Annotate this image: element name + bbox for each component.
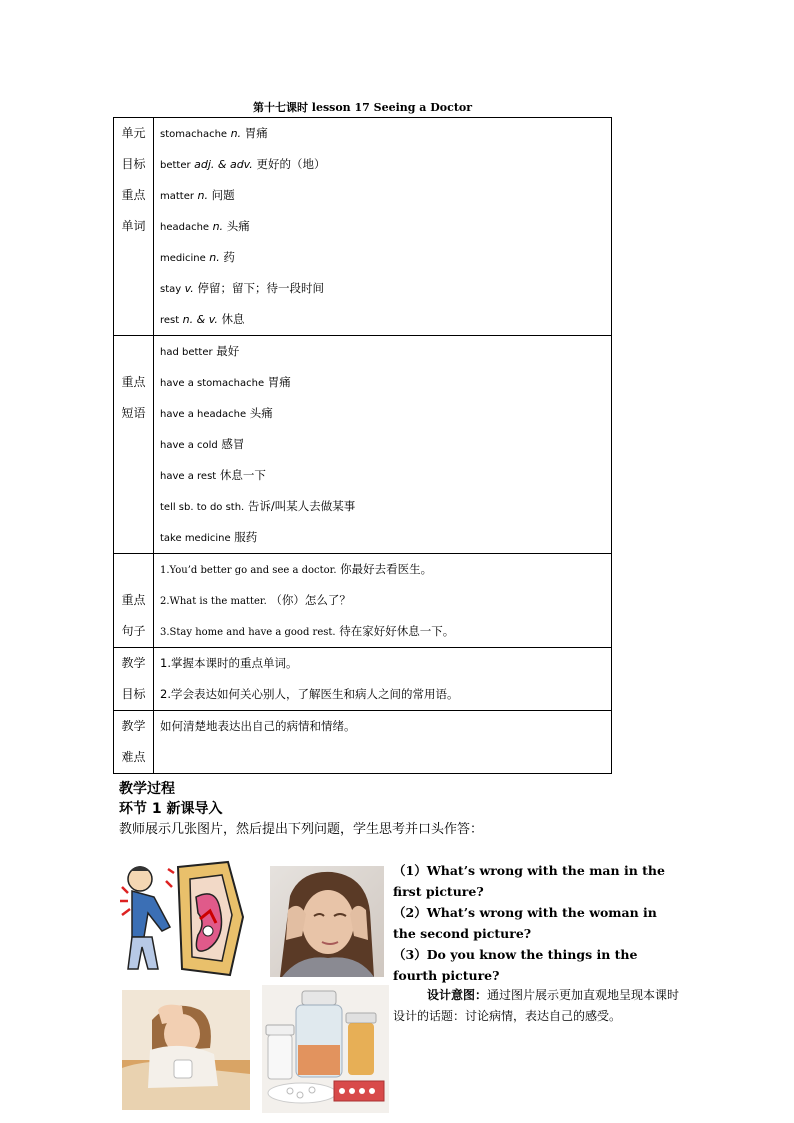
translation-text: 感冒	[217, 437, 245, 451]
section-label	[114, 118, 154, 336]
list-item	[160, 304, 611, 335]
translation-text: 最好	[212, 344, 240, 358]
translation-text: 1.掌握本课时的重点单词。	[160, 656, 298, 670]
translation-text: 胃痛	[264, 375, 291, 389]
term-text: tell sb. to do sth.	[160, 502, 245, 513]
question-1: （1）What’s wrong with the man in the first picture?	[393, 863, 665, 899]
design-intent	[393, 985, 683, 1027]
section-label	[114, 336, 154, 554]
list-item	[160, 648, 611, 679]
term-text: take medicine	[160, 533, 231, 544]
translation-text: 头痛	[223, 219, 250, 233]
term-text: stay	[160, 284, 182, 295]
woman-headache-photo	[270, 866, 384, 977]
list-item	[160, 211, 611, 242]
term-text: medicine	[160, 253, 206, 264]
term-text: stomachache	[160, 129, 228, 140]
translation-text: 待在家好好休息一下。	[335, 624, 455, 638]
translation-text: 问题	[207, 188, 235, 202]
lesson-plan-table	[113, 117, 612, 774]
term-text: matter	[160, 191, 194, 202]
list-item	[160, 242, 611, 273]
translation-text: 告诉/叫某人去做某事	[244, 499, 356, 513]
translation-text: 休息	[217, 312, 245, 326]
term-text: 1.You’d better go and see a doctor.	[160, 565, 337, 576]
question-2: （2）What’s wrong with the woman in the second picture?	[393, 905, 657, 941]
list-item	[160, 336, 611, 367]
list-item	[160, 367, 611, 398]
process-heading: 教学过程	[119, 781, 175, 797]
translation-text: 休息一下	[216, 468, 266, 482]
part-of-speech: n.	[193, 189, 208, 202]
term-text: had better	[160, 347, 213, 358]
section-content	[154, 118, 612, 336]
design-label: 设计意图：	[427, 988, 488, 1002]
table-row	[114, 118, 612, 336]
list-item	[160, 429, 611, 460]
translation-text: 停留；留下；待一段时间	[193, 281, 324, 295]
table-row	[114, 336, 612, 554]
list-item	[160, 679, 611, 710]
section-label-text: 目标	[121, 157, 146, 171]
section-content	[154, 711, 612, 774]
term-text: better	[160, 160, 191, 171]
translation-text: 如何清楚地表达出自己的病情和情绪。	[160, 719, 356, 733]
section-label-text: 重点	[121, 188, 146, 202]
table-row	[114, 648, 612, 711]
list-item	[160, 522, 611, 553]
list-item	[160, 273, 611, 304]
term-text: have a stomachache	[160, 378, 265, 389]
list-item	[160, 554, 611, 585]
translation-text: （你）怎么了？	[266, 593, 351, 607]
lesson-title: 第十七课时 lesson 17 Seeing a Doctor	[252, 101, 473, 114]
intro-text: 教师展示几张图片，然后提出下列问题，学生思考并口头作答：	[119, 822, 484, 837]
translation-text: 胃痛	[241, 126, 268, 140]
list-item	[160, 460, 611, 491]
translation-text: 你最好去看医生。	[336, 562, 433, 576]
list-item	[160, 742, 611, 773]
list-item	[160, 118, 611, 149]
list-item	[160, 616, 611, 647]
section-content	[154, 336, 612, 554]
term-text: have a headache	[160, 409, 247, 420]
section-label	[114, 648, 154, 711]
term-text: 2.What is the matter.	[160, 596, 267, 607]
translation-text: 2.学会表达如何关心别人，了解医生和病人之间的常用语。	[160, 687, 459, 701]
part-of-speech: n. & v.	[179, 313, 218, 326]
term-text: have a cold	[160, 440, 218, 451]
part-of-speech: n.	[227, 127, 242, 140]
section-label-text: 难点	[121, 750, 146, 764]
term-text: have a rest	[160, 471, 217, 482]
section-label	[114, 554, 154, 648]
term-text: rest	[160, 315, 180, 326]
list-item	[160, 491, 611, 522]
list-item	[160, 149, 611, 180]
section-label-text: 单词	[121, 219, 146, 233]
section-label-text: 重点	[121, 375, 146, 389]
translation-text: 药	[219, 250, 235, 264]
table-row	[114, 711, 612, 774]
section-label	[114, 711, 154, 774]
term-text: 3.Stay home and have a good rest.	[160, 627, 336, 638]
cartoon-stomachache-image	[118, 857, 250, 982]
section-content	[154, 554, 612, 648]
translation-text: 更好的（地）	[252, 157, 326, 171]
part-of-speech: v.	[181, 282, 194, 295]
question-3: （3）Do you know the things in the fourth picture?	[393, 947, 638, 983]
translation-text: 头痛	[246, 406, 273, 420]
term-text: headache	[160, 222, 210, 233]
translation-text: 服药	[230, 530, 258, 544]
medicine-photo	[262, 985, 389, 1113]
section-label-text: 重点	[121, 593, 146, 607]
section-label-text: 单元	[121, 126, 146, 140]
section-content	[154, 648, 612, 711]
part-of-speech: adj. & adv.	[190, 158, 253, 171]
part-of-speech: n.	[209, 220, 224, 233]
section-label-text: 教学	[121, 719, 146, 733]
list-item	[160, 711, 611, 742]
list-item	[160, 180, 611, 211]
table-row	[114, 554, 612, 648]
part-of-speech: n.	[205, 251, 220, 264]
section-label-text: 教学	[121, 656, 146, 670]
list-item	[160, 398, 611, 429]
woman-cold-photo	[122, 990, 250, 1110]
list-item	[160, 585, 611, 616]
step-heading: 环节 1 新课导入	[119, 801, 223, 817]
section-label-text: 短语	[121, 406, 146, 420]
section-label-text: 句子	[121, 624, 146, 638]
section-label-text: 目标	[121, 687, 146, 701]
design-text: 通过图片展示更加直观地呈现本课时设计的话题：讨论病情，表达自己的感受。	[393, 988, 680, 1023]
